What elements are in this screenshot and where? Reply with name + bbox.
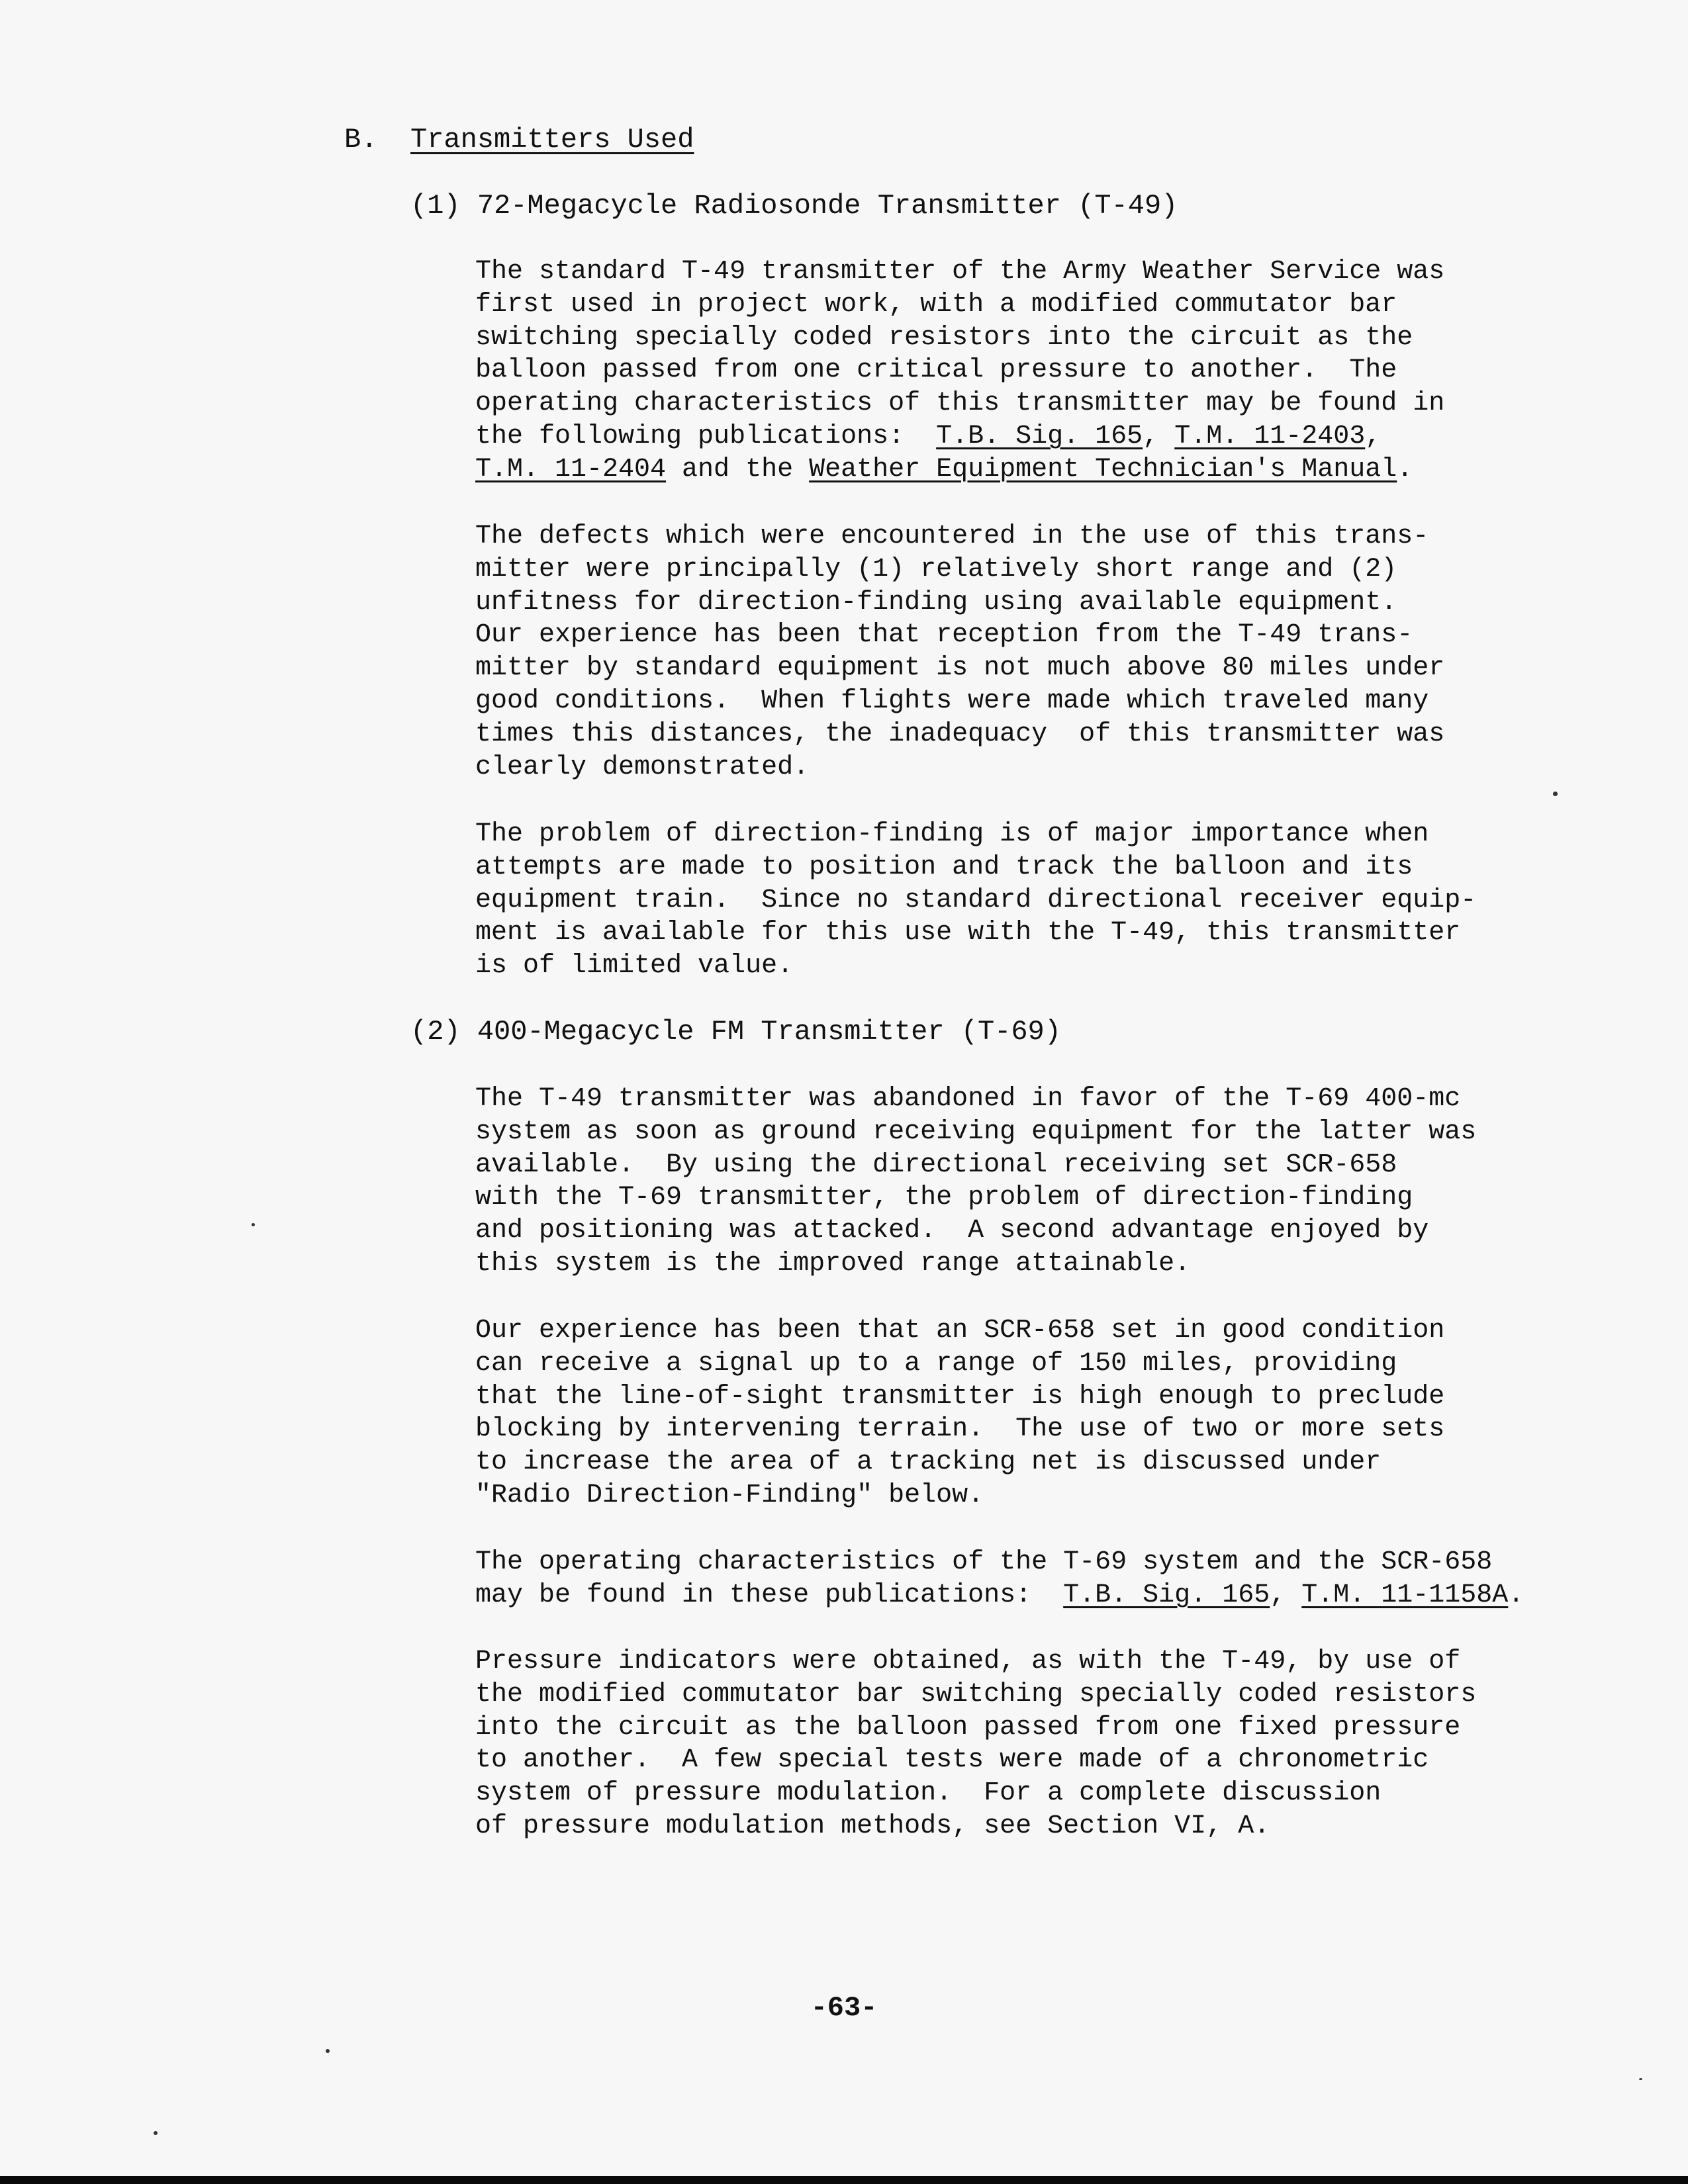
text-line: The problem of direction-finding is of major importance when (475, 819, 1429, 849)
text-line: "Radio Direction-Finding" below. (475, 1480, 984, 1510)
text-line: system as soon as ground receiving equipment for the latter was (475, 1116, 1477, 1147)
text-line: The defects which were encountered in the use of this trans- (475, 522, 1429, 551)
section-title: Transmitters Used (410, 124, 694, 156)
reference-tm-11-1158a: T.M. 11-1158A (1301, 1580, 1509, 1610)
text-line: and positioning was attacked. A second advantage enjoyed by (475, 1216, 1429, 1246)
text-line: to increase the area of a tracking net is discussed under (475, 1447, 1382, 1478)
scan-speck (1553, 792, 1558, 796)
text-line: T.M. 11-2404 and the Weather Equipment Technician's Manual. (475, 454, 1413, 484)
subsection-2-title: (2) 400-Megacycle FM Transmitter (T-69) (410, 1016, 1061, 1048)
text-line: the following publications: T.B. Sig. 165, T.M. 11-2403, (475, 421, 1382, 451)
text-line: mitter by standard equipment is not much above 80 miles under (475, 653, 1445, 684)
text-line: The standard T-49 transmitter of the Army Weather Service was (475, 257, 1445, 287)
text-line: with the T-69 transmitter, the problem of direction-finding (475, 1183, 1413, 1213)
scan-speck (1639, 2078, 1642, 2080)
text-line: unfitness for direction-finding using available equipment. (475, 587, 1397, 617)
scan-speck (252, 1223, 255, 1226)
scan-edge-bar (0, 2176, 1688, 2184)
text-line: first used in project work, with a modified commutator bar (475, 289, 1397, 320)
text-line: clearly demonstrated. (475, 752, 810, 782)
text-line: balloon passed from one critical pressure to another. The (475, 355, 1397, 386)
text-line: the modified commutator bar switching specially coded resistors (475, 1679, 1477, 1709)
paragraph-direction-finding (475, 818, 1561, 983)
reference-tb-sig-165: T.B. Sig. 165 (1063, 1580, 1270, 1610)
text-line: equipment train. Since no standard directional receiver equip- (475, 885, 1477, 915)
text-line: may be found in these publications: T.B. Sig. 165, T.M. 11-1158A. (475, 1580, 1524, 1610)
section-label: B. (344, 124, 378, 156)
page-number: -63- (810, 1992, 878, 2024)
scan-speck (154, 2131, 158, 2135)
text-line: The T-49 transmitter was abandoned in favor of the T-69 400-mc (475, 1084, 1461, 1114)
text-line: available. By using the directional receiving set SCR-658 (475, 1150, 1397, 1180)
text-line: to another. A few special tests were made of a chronometric (475, 1745, 1429, 1776)
reference-tm-11-2403: T.M. 11-2403 (1174, 421, 1366, 451)
text-line: that the line-of-sight transmitter is high enough to preclude (475, 1381, 1445, 1412)
text-line: is of limited value. (475, 951, 794, 981)
text-line: into the circuit as the balloon passed from one fixed pressure (475, 1712, 1461, 1743)
reference-technician-manual: Weather Equipment Technician's Manual (809, 454, 1397, 484)
text-line: of pressure modulation methods, see Section VI, A. (475, 1811, 1270, 1841)
text-line: good conditions. When flights were made which traveled many (475, 686, 1429, 716)
text-line: switching specially coded resistors into the circuit as the (475, 322, 1413, 353)
text-line: can receive a signal up to a range of 150 miles, providing (475, 1348, 1397, 1379)
text-line: Pressure indicators were obtained, as with the T-49, by use of (475, 1647, 1461, 1676)
text-line: this system is the improved range attainable. (475, 1248, 1191, 1279)
scan-speck (326, 2049, 330, 2053)
paragraph-t69-publications (475, 1546, 1561, 1612)
text-line: The operating characteristics of the T-69 system and the SCR-658 (475, 1547, 1493, 1577)
paragraph-t69-adoption (475, 1083, 1561, 1281)
text-line: Our experience has been that reception from the T-49 trans- (475, 620, 1413, 651)
text-line: times this distances, the inadequacy of this transmitter was (475, 719, 1445, 749)
section-heading (344, 122, 694, 158)
paragraph-scr658-range (475, 1314, 1561, 1512)
subsection-1-title: (1) 72-Megacycle Radiosonde Transmitter (T-49) (410, 190, 1178, 222)
reference-tm-11-2404: T.M. 11-2404 (475, 454, 667, 484)
text-line: attempts are made to position and track the balloon and its (475, 852, 1413, 882)
paragraph-t49-defects (475, 520, 1561, 784)
text-line: system of pressure modulation. For a complete discussion (475, 1778, 1382, 1809)
text-line: mitter were principally (1) relatively short range and (2) (475, 554, 1397, 584)
paragraph-t49-description (475, 255, 1561, 486)
text-line: operating characteristics of this transmitter may be found in (475, 388, 1445, 419)
reference-tb-sig-165: T.B. Sig. 165 (936, 421, 1143, 451)
paragraph-pressure-indicators (475, 1645, 1561, 1843)
text-line: blocking by intervening terrain. The use of two or more sets (475, 1414, 1445, 1445)
text-line: ment is available for this use with the T-49, this transmitter (475, 918, 1461, 948)
text-line: Our experience has been that an SCR-658 set in good condition (475, 1316, 1445, 1345)
